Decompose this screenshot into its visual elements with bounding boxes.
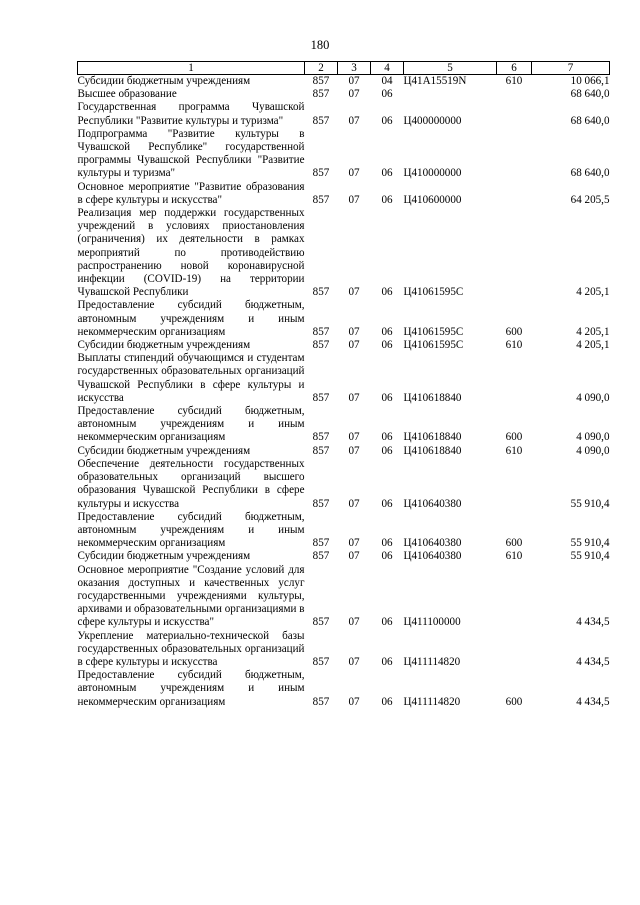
cell-gr: 857	[312, 655, 330, 668]
cell-csr: Ц411114820	[403, 655, 461, 668]
cell-sum: 55 910,4	[570, 550, 610, 563]
cell-csr: Ц400000000	[403, 114, 462, 127]
col-header-7: 7	[532, 62, 610, 75]
cell-sum: 4 434,5	[576, 616, 610, 629]
table-row	[78, 299, 610, 339]
cell-pr: 06	[381, 655, 393, 668]
cell-vr	[497, 352, 532, 405]
cell-csr: Ц41А15519N	[403, 75, 467, 87]
cell-sum: 55 910,4	[570, 537, 610, 550]
table-row	[78, 339, 610, 352]
cell-pr: 06	[381, 616, 393, 629]
cell-csr: Ц410618840	[403, 444, 462, 457]
cell-rz: 07	[348, 167, 360, 180]
cell-sum: 68 640,0	[570, 114, 610, 127]
row-description: Высшее образование	[77, 88, 177, 101]
cell-gr: 857	[312, 431, 330, 444]
table-row	[78, 128, 610, 181]
table-row	[78, 458, 610, 511]
cell-pr: 06	[381, 537, 393, 550]
cell-gr: 857	[312, 193, 330, 206]
table-row	[78, 564, 610, 630]
col-header-5: 5	[404, 62, 497, 75]
cell-gr: 857	[312, 167, 330, 180]
cell-gr: 857	[312, 391, 330, 404]
cell-vr: 610	[505, 339, 523, 352]
cell-sum: 4 205,1	[576, 286, 610, 299]
cell-rz: 07	[348, 193, 360, 206]
row-description: Субсидии бюджетным учреждениям	[77, 339, 251, 352]
cell-gr: 857	[312, 88, 330, 101]
cell-gr: 857	[312, 75, 330, 87]
row-description: Субсидии бюджетным учреждениям	[77, 444, 251, 457]
cell-vr	[497, 564, 532, 630]
table-row	[78, 405, 610, 445]
cell-sum: 4 090,0	[576, 391, 610, 404]
cell-csr: Ц410640380	[403, 537, 462, 550]
cell-csr: Ц41061595С	[403, 325, 464, 338]
cell-sum: 4 090,0	[576, 444, 610, 457]
cell-pr: 06	[381, 88, 393, 101]
cell-pr: 06	[381, 695, 393, 708]
cell-csr: Ц41061595С	[403, 339, 464, 352]
cell-vr	[497, 101, 532, 127]
cell-csr: Ц410640380	[403, 550, 462, 563]
cell-pr: 06	[381, 444, 393, 457]
col-header-2: 2	[305, 62, 338, 75]
page-number: 180	[310, 38, 330, 52]
table-row	[78, 181, 610, 207]
cell-gr: 857	[312, 616, 330, 629]
cell-vr: 600	[505, 537, 523, 550]
header-row	[78, 62, 610, 75]
cell-csr: Ц410600000	[403, 193, 462, 206]
row-description: Реализация мер поддержки государственных учреждений в условиях приостановления (ограничения) их деятельности в рамках мероприятий по противодействию распространению новой коронавирусной инфекции (COVID-19) на территории Чувашской Республики	[77, 207, 305, 299]
cell-pr: 06	[381, 286, 393, 299]
cell-sum: 4 205,1	[576, 325, 610, 338]
cell-sum: 68 640,0	[570, 88, 610, 101]
row-description: Основное мероприятие "Развитие образования в сфере культуры и искусства"	[77, 180, 305, 206]
table-row	[78, 75, 610, 89]
cell-csr: Ц410618840	[403, 431, 462, 444]
cell-vr	[497, 630, 532, 670]
cell-gr: 857	[312, 497, 330, 510]
cell-gr: 857	[312, 550, 330, 563]
cell-pr: 04	[381, 75, 393, 87]
cell-vr	[497, 88, 532, 101]
cell-csr	[404, 88, 497, 101]
col-header-1: 1	[78, 62, 305, 75]
table-row	[78, 630, 610, 670]
cell-gr: 857	[312, 339, 330, 352]
cell-rz: 07	[348, 325, 360, 338]
cell-vr: 600	[505, 431, 523, 444]
table-row	[78, 207, 610, 299]
cell-gr: 857	[312, 325, 330, 338]
row-description: Предоставление субсидий бюджетным, автономным учреждениям и иным некоммерческим организациям	[77, 669, 305, 708]
table-row	[78, 101, 610, 127]
cell-vr: 600	[505, 325, 523, 338]
cell-sum: 68 640,0	[570, 167, 610, 180]
cell-sum: 64 205,5	[570, 193, 610, 206]
cell-csr: Ц410000000	[403, 167, 462, 180]
cell-vr: 610	[505, 550, 523, 563]
row-description: Предоставление субсидий бюджетным, автономным учреждениям и иным некоммерческим организациям	[77, 405, 305, 444]
table-row	[78, 352, 610, 405]
cell-rz: 07	[348, 339, 360, 352]
cell-rz: 07	[348, 537, 360, 550]
table-header	[78, 62, 610, 75]
cell-gr: 857	[312, 444, 330, 457]
row-description: Подпрограмма "Развитие культуры в Чувашской Республике" государственной программы Чувашской Республики "Развитие культуры и туризма"	[77, 127, 305, 180]
cell-sum: 4 090,0	[576, 431, 610, 444]
cell-rz: 07	[348, 497, 360, 510]
cell-rz: 07	[348, 655, 360, 668]
cell-csr: Ц410640380	[403, 497, 462, 510]
budget-table	[77, 61, 610, 709]
cell-gr: 857	[312, 114, 330, 127]
cell-sum: 4 434,5	[576, 655, 610, 668]
cell-pr: 06	[381, 431, 393, 444]
cell-rz: 07	[348, 444, 360, 457]
cell-rz: 07	[348, 616, 360, 629]
cell-csr: Ц411114820	[403, 695, 461, 708]
cell-vr: 610	[505, 75, 523, 87]
cell-pr: 06	[381, 339, 393, 352]
cell-vr	[497, 458, 532, 511]
row-description: Субсидии бюджетным учреждениям	[77, 550, 251, 563]
cell-gr: 857	[312, 286, 330, 299]
cell-rz: 07	[348, 431, 360, 444]
cell-rz: 07	[348, 550, 360, 563]
cell-sum: 55 910,4	[570, 497, 610, 510]
cell-vr	[497, 128, 532, 181]
table-body	[78, 75, 610, 709]
cell-vr	[497, 181, 532, 207]
row-description: Предоставление субсидий бюджетным, автономным учреждениям и иным некоммерческим организациям	[77, 510, 305, 550]
cell-pr: 06	[381, 114, 393, 127]
cell-rz: 07	[348, 88, 360, 101]
cell-rz: 07	[348, 391, 360, 404]
row-description: Основное мероприятие "Создание условий для оказания доступных и качественных услуг государственными учреждениями культуры, архивами и образовательными организациями в сфере культуры и искусства"	[77, 563, 305, 629]
cell-pr: 06	[381, 497, 393, 510]
cell-csr: Ц41061595С	[403, 286, 464, 299]
cell-gr: 857	[312, 537, 330, 550]
cell-csr: Ц410618840	[403, 391, 462, 404]
row-description: Выплаты стипендий обучающимся и студентам государственных образовательных организаций Чувашской Республики в сфере культуры и искусства	[77, 352, 305, 404]
cell-vr	[497, 207, 532, 299]
cell-pr: 06	[381, 391, 393, 404]
row-description: Субсидии бюджетным учреждениям	[77, 75, 251, 87]
cell-gr: 857	[312, 695, 330, 708]
table-row	[78, 445, 610, 458]
row-description: Государственная программа Чувашской Республики "Развитие культуры и туризма"	[77, 101, 305, 127]
cell-csr: Ц411100000	[403, 616, 461, 629]
table-row	[78, 669, 610, 709]
cell-rz: 07	[348, 695, 360, 708]
cell-vr: 610	[505, 444, 523, 457]
row-description: Предоставление субсидий бюджетным, автономным учреждениям и иным некоммерческим организациям	[77, 299, 305, 338]
table-row	[78, 88, 610, 101]
row-description: Обеспечение деятельности государственных образовательных организаций высшего образования Чувашской Республики в сфере культуры и искусства	[77, 457, 305, 510]
cell-pr: 06	[381, 325, 393, 338]
cell-sum: 10 066,1	[570, 75, 610, 87]
cell-pr: 06	[381, 193, 393, 206]
cell-rz: 07	[348, 114, 360, 127]
col-header-6: 6	[497, 62, 532, 75]
cell-sum: 4 205,1	[576, 339, 610, 352]
table-row	[78, 550, 610, 563]
cell-sum: 4 434,5	[576, 695, 610, 708]
col-header-3: 3	[338, 62, 371, 75]
cell-vr: 600	[505, 695, 523, 708]
cell-pr: 06	[381, 550, 393, 563]
cell-rz: 07	[348, 286, 360, 299]
row-description: Укрепление материально-технической базы государственных образовательных организаций в сфере культуры и искусства	[77, 629, 305, 668]
col-header-4: 4	[371, 62, 404, 75]
table-row	[78, 511, 610, 551]
cell-pr: 06	[381, 167, 393, 180]
cell-rz: 07	[348, 75, 360, 87]
